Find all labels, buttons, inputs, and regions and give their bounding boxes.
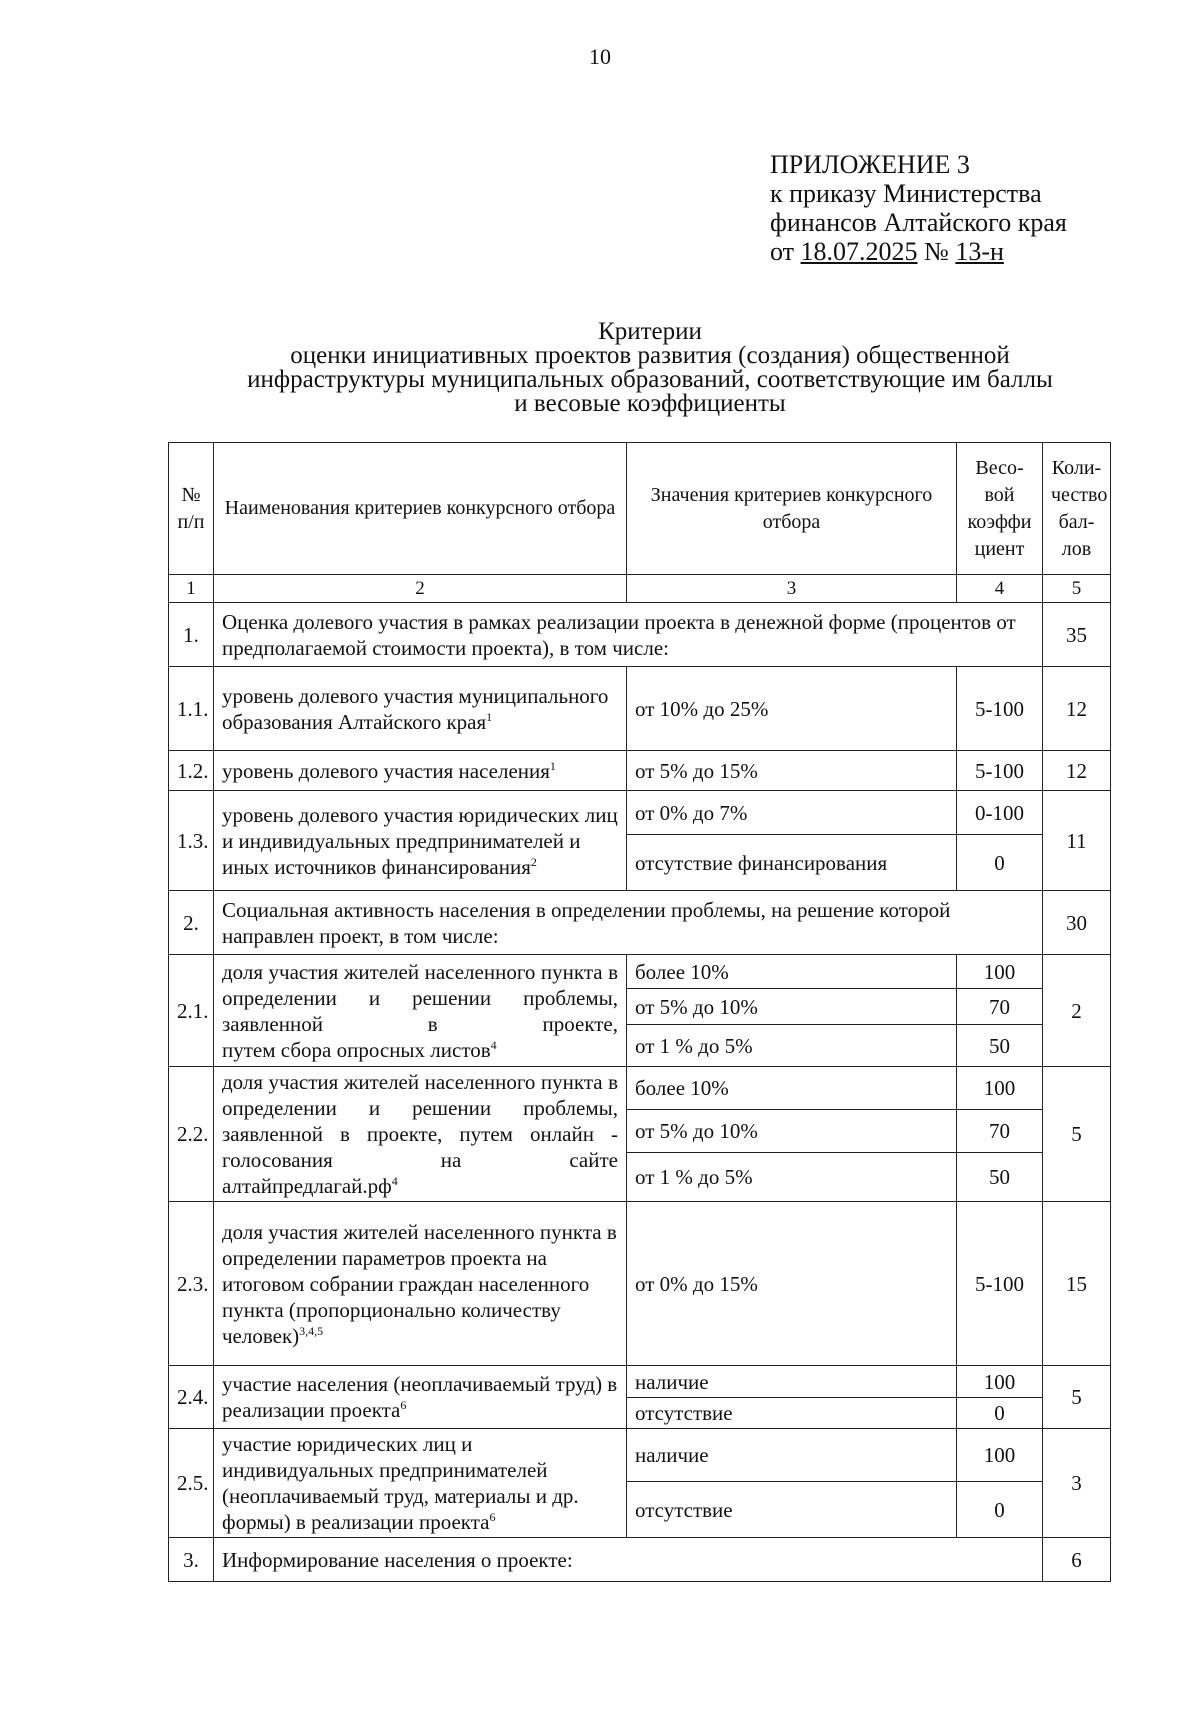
row-2-2-weight-a: 100 <box>957 1067 1043 1110</box>
row-1-2-num: 1.2. <box>169 751 214 791</box>
row-1-3-value-b: отсутствие финансирования <box>627 835 957 891</box>
row-1-1-name: уровень долевого участия муниципального образования Алтайского края$^1$ <box>214 667 627 751</box>
row-1-3-value-a: от 0% до 7% <box>627 791 957 835</box>
order-prefix: от <box>770 237 795 266</box>
section-2-num: 2. <box>169 891 214 955</box>
appendix-title: ПРИЛОЖЕНИЕ 3 <box>770 150 970 179</box>
table-row <box>169 1067 1111 1110</box>
appendix-line-3: финансов Алтайского края <box>770 208 1067 237</box>
section-2-text: Социальная активность населения в определении проблемы, на решение которой направлен проект, в том числе: <box>214 891 1043 955</box>
column-number-1: 1 <box>169 575 214 603</box>
table-header-row <box>169 443 1111 575</box>
row-1-2-name: уровень долевого участия населения$^1$ <box>214 751 627 791</box>
column-number-3: 3 <box>627 575 957 603</box>
row-1-2-value: от 5% до 15% <box>627 751 957 791</box>
table-row <box>169 955 1111 989</box>
row-2-2-value-b: от 5% до 10% <box>627 1109 957 1152</box>
row-2-2-num: 2.2. <box>169 1067 214 1202</box>
section-1-num: 1. <box>169 603 214 667</box>
header-num: № п/п <box>169 443 214 575</box>
row-1-3-points: 11 <box>1043 791 1111 891</box>
table-row <box>169 751 1111 791</box>
table-row <box>169 1202 1111 1366</box>
title-line-1: Критерии <box>598 318 702 345</box>
document-title <box>140 320 1160 416</box>
row-2-1-weight-a: 100 <box>957 955 1043 989</box>
row-1-3-num: 1.3. <box>169 791 214 891</box>
column-number-4: 4 <box>957 575 1043 603</box>
header-criteria-name: Наименования критериев конкурсного отбора <box>214 443 627 575</box>
row-2-3-points: 15 <box>1043 1202 1111 1366</box>
row-2-5-value-a: наличие <box>627 1429 957 1482</box>
column-number-row <box>169 575 1111 603</box>
row-2-2-value-c: от 1 % до 5% <box>627 1152 957 1201</box>
section-1-text: Оценка долевого участия в рамках реализации проекта в денежной форме (процентов от предполагаемой стоимости проекта), в том числе: <box>214 603 1043 667</box>
row-2-4-num: 2.4. <box>169 1366 214 1429</box>
footnote-ref: 1 <box>486 709 493 724</box>
row-2-3-name: доля участия жителей населенного пункта в определении параметров проекта на итоговом собрании граждан населенного пункта (пропорционально количеству человек)$^{3,4,5}$ <box>214 1202 627 1366</box>
row-2-4-name: участие населения (неоплачиваемый труд) в реализации проекта$^6$ <box>214 1366 627 1429</box>
row-2-3-value: от 0% до 15% <box>627 1202 957 1366</box>
table-row <box>169 667 1111 751</box>
footnote-ref: 6 <box>400 1398 407 1412</box>
row-2-4-value-a: наличие <box>627 1366 957 1398</box>
row-2-2-weight-b: 70 <box>957 1109 1043 1152</box>
column-number-2: 2 <box>214 575 627 603</box>
row-2-4-points: 5 <box>1043 1366 1111 1429</box>
appendix-order-line <box>770 237 1067 266</box>
row-2-5-value-b: отсутствие <box>627 1482 957 1538</box>
title-line-2: оценки инициативных проектов развития (создания) общественной <box>290 342 1010 369</box>
row-1-1-points: 12 <box>1043 667 1111 751</box>
table-row <box>169 791 1111 835</box>
row-2-2-weight-c: 50 <box>957 1152 1043 1201</box>
row-2-1-value-b: от 5% до 10% <box>627 989 957 1025</box>
section-2-points: 30 <box>1043 891 1111 955</box>
row-2-2-name: доля участия жителей населенного пункта в определении и решении проблемы, заявленной в проекте, путем онлайн - голосования на сайте $алтайпредлагай.рф^4$ <box>214 1067 627 1202</box>
footnote-ref: 3,4,5 <box>299 1323 324 1338</box>
order-number-sign: № <box>924 237 949 266</box>
row-2-1-value-a: более 10% <box>627 955 957 989</box>
row-1-1-value: от 10% до 25% <box>627 667 957 751</box>
section-2-row <box>169 891 1111 955</box>
row-1-2-weight: 5-100 <box>957 751 1043 791</box>
footnote-ref: 4 <box>391 1174 398 1188</box>
order-number: 13-н <box>955 237 1004 266</box>
table-row <box>169 1366 1111 1398</box>
row-2-1-points: 2 <box>1043 955 1111 1067</box>
row-2-5-points: 3 <box>1043 1429 1111 1538</box>
row-2-4-value-b: отсутствие <box>627 1398 957 1429</box>
table-row <box>169 1429 1111 1482</box>
section-3-num: 3. <box>169 1538 214 1582</box>
row-2-4-weight-a: 100 <box>957 1366 1043 1398</box>
row-2-5-num: 2.5. <box>169 1429 214 1538</box>
section-1-points: 35 <box>1043 603 1111 667</box>
title-line-4: и весовые коэффициенты <box>514 390 786 417</box>
row-2-5-weight-b: 0 <box>957 1482 1043 1538</box>
section-3-row <box>169 1538 1111 1582</box>
row-2-3-weight: 5-100 <box>957 1202 1043 1366</box>
row-1-1-num: 1.1. <box>169 667 214 751</box>
row-2-5-weight-a: 100 <box>957 1429 1043 1482</box>
row-1-3-name: уровень долевого участия юридических лиц и индивидуальных предпринимателей и иных источников финансирования$^2$ <box>214 791 627 891</box>
footnote-ref: 2 <box>530 854 537 869</box>
column-number-5: 5 <box>1043 575 1111 603</box>
header-criteria-value: Значения критериев конкурсного отбора <box>627 443 957 575</box>
row-1-1-weight: 5-100 <box>957 667 1043 751</box>
row-2-1-value-c: от 1 % до 5% <box>627 1025 957 1067</box>
header-points: Коли-чество бал-лов <box>1043 443 1111 575</box>
row-1-3-weight-a: 0-100 <box>957 791 1043 835</box>
footnote-ref: 4 <box>490 1037 497 1052</box>
row-2-1-num: 2.1. <box>169 955 214 1067</box>
row-1-3-weight-b: 0 <box>957 835 1043 891</box>
row-2-1-weight-b: 70 <box>957 989 1043 1025</box>
row-2-5-name: участие юридических лиц и индивидуальных предпринимателей (неоплачиваемый труд, материалы и др. формы) в реализации проекта$^6$ <box>214 1429 627 1538</box>
appendix-block <box>770 150 1067 266</box>
header-weight: Весо-вой коэффи циент <box>957 443 1043 575</box>
row-2-3-num: 2.3. <box>169 1202 214 1366</box>
row-1-2-points: 12 <box>1043 751 1111 791</box>
footnote-ref: 6 <box>489 1510 496 1524</box>
row-2-2-value-a: более 10% <box>627 1067 957 1110</box>
footnote-ref: 1 <box>549 758 556 773</box>
section-3-points: 6 <box>1043 1538 1111 1582</box>
order-date: 18.07.2025 <box>800 237 918 266</box>
section-3-text: Информирование населения о проекте: <box>214 1538 1043 1582</box>
title-line-3: инфраструктуры муниципальных образований, соответствующие им баллы <box>247 366 1053 393</box>
section-1-row <box>169 603 1111 667</box>
row-2-1-name: доля участия жителей населенного пункта в определении и решении проблемы, заявленной в проекте, путем сбора опросных листов$^4$ <box>214 955 627 1067</box>
page-number: 10 <box>589 44 611 69</box>
criteria-table <box>168 442 1111 1582</box>
row-2-2-points: 5 <box>1043 1067 1111 1202</box>
row-2-1-weight-c: 50 <box>957 1025 1043 1067</box>
row-2-4-weight-b: 0 <box>957 1398 1043 1429</box>
appendix-line-2: к приказу Министерства <box>770 179 1042 208</box>
